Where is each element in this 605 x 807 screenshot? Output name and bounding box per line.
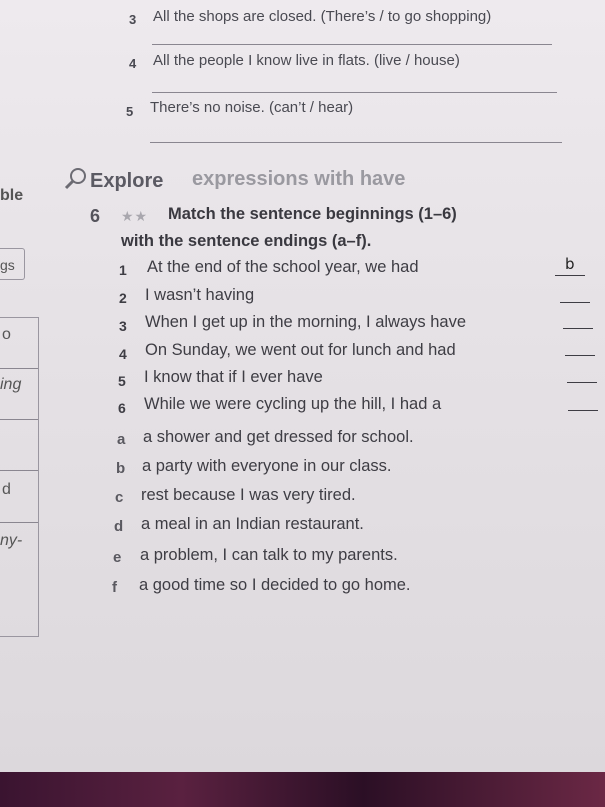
difficulty-stars: ★★ xyxy=(121,208,149,224)
sentence-ending: a shower and get dressed for school. xyxy=(143,428,414,446)
sentence-ending: rest because I was very tired. xyxy=(141,486,356,504)
explore-heading: Explore xyxy=(90,170,164,192)
left-fragment: ny- xyxy=(0,532,23,549)
exercise-number: 6 xyxy=(90,206,101,226)
sentence-ending: a meal in an Indian restaurant. xyxy=(141,515,364,533)
ending-letter: f xyxy=(112,579,117,596)
sentence-beginning: I wasn’t having xyxy=(145,286,255,304)
answer-blank[interactable] xyxy=(555,275,585,276)
sentence-beginning: While we were cycling up the hill, I had a xyxy=(144,395,442,413)
item-number: 4 xyxy=(129,56,137,71)
background-fabric xyxy=(0,772,605,807)
sentence-beginning: When I get up in the morning, I always have xyxy=(145,313,467,331)
answer-line xyxy=(152,44,552,45)
answer-line xyxy=(152,92,557,93)
ending-letter: b xyxy=(116,460,126,477)
sentence-number: 1 xyxy=(119,262,127,278)
sentence-number: 4 xyxy=(119,346,127,362)
ending-letter: e xyxy=(113,549,122,566)
sentence-beginning: At the end of the school year, we had xyxy=(147,258,419,276)
left-fragment: gs xyxy=(0,257,15,273)
ending-letter: a xyxy=(117,431,126,448)
answer-blank[interactable] xyxy=(560,302,590,303)
instruction-line-2: with the sentence endings (a–f). xyxy=(121,232,372,250)
answer-blank[interactable] xyxy=(567,382,597,383)
item-number: 5 xyxy=(126,104,134,119)
sentence-number: 3 xyxy=(119,318,127,334)
item-number: 3 xyxy=(129,12,137,27)
left-fragment: ble xyxy=(0,187,24,204)
sentence-number: 5 xyxy=(118,373,126,389)
magnifier-icon xyxy=(64,166,88,190)
item-text: All the people I know live in flats. (live / house) xyxy=(153,52,460,69)
left-fragment: o xyxy=(2,326,11,343)
answer-handwritten: b xyxy=(565,255,575,273)
instruction-line-1: Match the sentence beginnings (1–6) xyxy=(168,205,457,223)
sentence-ending: a good time so I decided to go home. xyxy=(139,576,411,594)
answer-blank[interactable] xyxy=(565,355,595,356)
left-table xyxy=(0,317,39,637)
ending-letter: c xyxy=(115,489,124,506)
sentence-ending: a party with everyone in our class. xyxy=(142,457,392,475)
sentence-number: 2 xyxy=(119,290,127,306)
ending-letter: d xyxy=(114,518,124,535)
sentence-number: 6 xyxy=(118,400,126,416)
answer-blank[interactable] xyxy=(568,410,598,411)
item-text: All the shops are closed. (There’s / to go shopping) xyxy=(153,8,492,25)
item-text: There’s no noise. (can’t / hear) xyxy=(150,99,354,116)
explore-subheading: expressions with have xyxy=(192,168,406,190)
sentence-beginning: On Sunday, we went out for lunch and had xyxy=(145,341,456,359)
answer-blank[interactable] xyxy=(563,328,593,329)
answer-line xyxy=(150,142,562,143)
sentence-beginning: I know that if I ever have xyxy=(144,368,323,386)
left-fragment: ing xyxy=(0,376,22,393)
left-fragment: d xyxy=(2,481,11,498)
sentence-ending: a problem, I can talk to my parents. xyxy=(140,546,398,564)
